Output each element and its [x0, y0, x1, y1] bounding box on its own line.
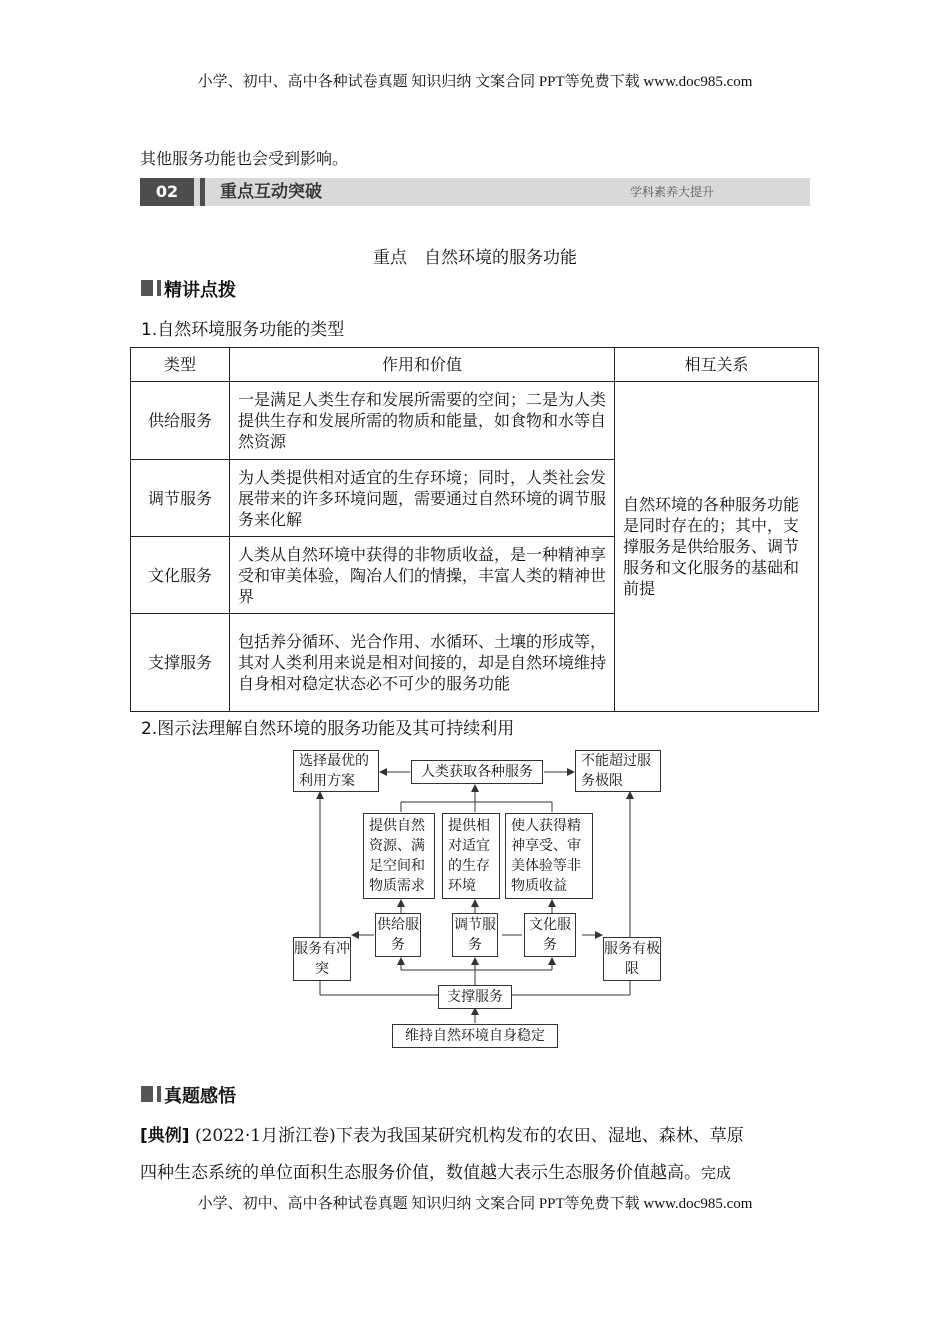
box-culture: 文化服务	[524, 913, 576, 957]
topic-title: 重点 自然环境的服务功能	[373, 248, 577, 268]
table-row	[131, 382, 819, 460]
section-title: 重点互动突破	[220, 182, 322, 202]
bottom-banner: 小学、初中、高中各种试卷真题 知识归纳 文案合同 PPT等免费下载 www.doc985.com	[197, 1196, 753, 1212]
box-supply: 供给服务	[375, 913, 421, 957]
example-line-1	[140, 1121, 744, 1146]
header-relation: 相互关系	[615, 348, 819, 382]
intro-line: 其他服务功能也会受到影响。	[140, 149, 349, 168]
section-marker-icon	[141, 1086, 157, 1102]
box-not-exceed: 不能超过服务极限	[575, 750, 661, 792]
section-banner	[140, 178, 810, 206]
box-support: 支撑服务	[438, 985, 512, 1009]
box-human-obtain: 人类获取各种服务	[411, 760, 543, 784]
section-number: 02	[140, 178, 194, 206]
relation-cell: 自然环境的各种服务功能是同时存在的；其中，支撑服务是供给服务、调节服务和文化服务的基础和前提	[615, 382, 819, 712]
box-stable: 维持自然环境自身稳定	[392, 1024, 558, 1048]
top-banner: 小学、初中、高中各种试卷真题 知识归纳 文案合同 PPT等免费下载 www.doc985.com	[197, 74, 753, 90]
header-type: 类型	[131, 348, 230, 382]
example-line1-text: 下表为我国某研究机构发布的农田、湿地、森林、草原	[335, 1126, 744, 1146]
row-value: 一是满足人类生存和发展所需要的空间；二是为人类提供生存和发展所需的物质和能量，如食物和水等自然资源	[230, 382, 615, 460]
row-value: 为人类提供相对适宜的生存环境；同时，人类社会发展带来的许多环境问题，需要通过自然环境的调节服务来化解	[230, 460, 615, 537]
service-flow-diagram	[290, 745, 660, 1050]
box-conflict: 服务有冲突	[293, 937, 351, 981]
box-regulate: 调节服务	[452, 913, 498, 957]
section-subtitle: 学科素养大提升	[629, 185, 714, 199]
example-label: [典例]	[140, 1126, 190, 1146]
example-line2-tail: 完成	[701, 1164, 732, 1182]
subsection-practice: 真题感悟	[164, 1086, 236, 1107]
banner-divider	[200, 178, 205, 206]
row-value: 人类从自然环境中获得的非物质收益，是一种精神享受和审美体验，陶冶人们的情操，丰富人类的精神世界	[230, 537, 615, 614]
row-type: 支撑服务	[131, 614, 230, 712]
row-type: 调节服务	[131, 460, 230, 537]
row-type: 供给服务	[131, 382, 230, 460]
box-optimal-plan: 选择最优的利用方案	[293, 750, 379, 792]
box-desc-supply: 提供自然资源、满足空间和物质需求	[363, 813, 435, 899]
example-source: (2022·1月浙江卷)	[189, 1126, 336, 1146]
section-marker-icon	[141, 280, 157, 296]
box-desc-regulate: 提供相对适宜的生存环境	[442, 813, 500, 899]
row-type: 文化服务	[131, 537, 230, 614]
example-line2-text: 四种生态系统的单位面积生态服务价值，数值越大表示生态服务价值越高。	[140, 1163, 701, 1183]
subsection-explain: 精讲点拨	[164, 280, 236, 301]
diagram-heading: 2.图示法理解自然环境的服务功能及其可持续利用	[141, 719, 515, 739]
table-heading: 1.自然环境服务功能的类型	[141, 320, 345, 340]
row-value: 包括养分循环、光合作用、水循环、土壤的形成等，其对人类利用来说是相对间接的，却是自然环境维持自身相对稳定状态必不可少的服务功能	[230, 614, 615, 712]
example-line-2	[140, 1158, 731, 1183]
header-value: 作用和价值	[230, 348, 615, 382]
box-limit: 服务有极限	[603, 937, 661, 981]
table-header-row	[131, 348, 819, 382]
service-types-table	[130, 347, 819, 712]
box-desc-culture: 使人获得精神享受、审美体验等非物质收益	[505, 813, 593, 899]
